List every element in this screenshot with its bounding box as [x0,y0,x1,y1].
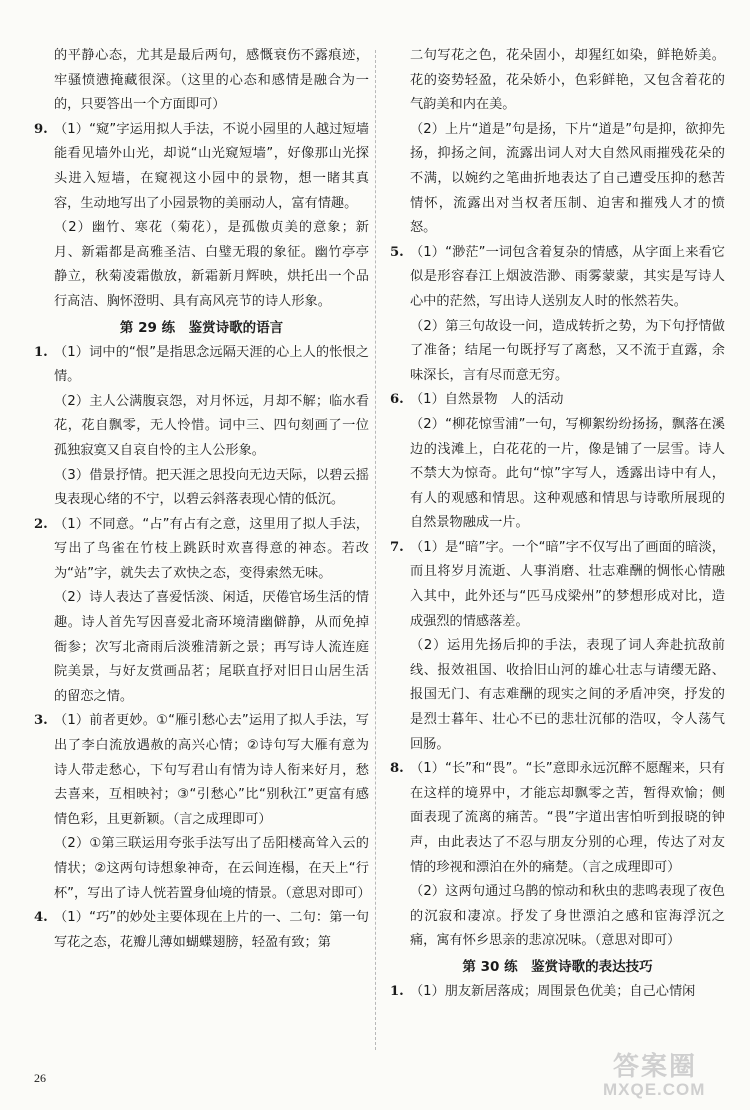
answer-item [34,341,369,390]
answer-item [390,536,725,634]
watermark-logo [595,1046,740,1102]
answer-text: （1）前者更妙。①“雁引愁心去”运用了拟人手法，写出了李白流放遇赦的高兴心情；②诗句写大雁有意为诗人带走愁心，下句写君山有情为诗人衔来好月，愁去喜来，互相映衬；③“引愁心”比“别秋江”更富有感情色彩，且更新颖。（言之成理即可） [54,713,369,827]
answer-subpart: （2）①第三联运用夸张手法写出了岳阳楼高耸入云的情状；②这两句诗想象神奇，在云间连榻，在天上“行杯”，写出了诗人恍若置身仙境的情景。（意思对即可） [54,836,371,901]
page-number: 26 [34,1071,46,1085]
item-number: 7. [390,539,404,555]
section-heading: 第 30 练 鉴赏诗歌的表达技巧 [462,958,653,975]
left-column [34,44,369,955]
answer-subpart: （2）这两句通过乌鹊的惊动和秋虫的悲鸣表现了夜色的沉寂和凄凉。抒发了身世漂泊之感和宦海浮沉之痛，寓有怀乡思亲的悲凉况味。（意思对即可） [410,884,725,949]
answer-text: （1）自然景物 人的活动 [410,392,564,408]
answer-subpart: （2）幽竹、寒花（菊花），是孤傲贞美的意象；新月、新霜都是高雅圣洁、白璧无瑕的象征。幽竹亭亭静立，秋菊凌霜傲放，新霜新月辉映，烘托出一个品行高洁、胸怀澄明、具有高风亮节的诗人形象。 [54,220,369,309]
answer-subpart: （3）借景抒情。把天涯之思投向无边天际，以碧云摇曳表现心绪的不宁，以碧云斜落表现心情的低沉。 [54,467,369,508]
answer-item [390,241,725,315]
continued-text: 二句写花之色，花朵固小，却猩红如染，鲜艳娇美。花的姿势轻盈，花朵娇小，色彩鲜艳，又包含着花的气韵美和内在美。 [410,48,725,113]
item-number: 3. [34,713,48,729]
item-number: 2. [34,516,48,532]
item-number: 6. [390,392,404,408]
answer-subpart: （2）上片“道是”句是扬，下片“道是”句是抑，欲抑先扬，抑扬之间，流露出词人对大自然风雨摧残花朵的不满，以婉约之笔曲折地表达了自己遭受压抑的愁苦情怀，流露出对当权者压制、迫害和摧残人才的愤怒。 [410,121,725,236]
answer-text: （1）“长”和“畏”。“长”意即永远沉醉不愿醒来，只有在这样的境界中，才能忘却飘零之苦，暂得欢愉；侧面表现了流离的痛苦。“畏”字道出害怕听到报晓的钟声，由此表达了不忍与朋友分别的心理，传达了对友情的珍视和漂泊在外的痛楚。（言之成理即可） [410,761,725,875]
answer-item [34,906,369,955]
answer-subpart: （2）“柳花惊雪浦”一句，写柳絮纷纷扬扬，飘落在溪边的浅滩上，白花花的一片，像是铺了一层雪。诗人不禁大为惊奇。此句“惊”字写人，透露出诗中有人，有人的观感和情思。这种观感和情思与诗歌所展现的自然景物融成一片。 [410,416,725,531]
answer-text: （1）朋友新居落成；周围景色优美；自己心情闲 [410,983,696,999]
answer-text: （1）是“暗”字。一个“暗”字不仅写出了画面的暗淡，而且将岁月流逝、人事消磨、壮志难酬的惆怅心情融入其中，此外还与“匹马戍梁州”的梦想形成对比，造成强烈的情感落差。 [410,539,725,629]
item-number: 5. [390,244,404,260]
answer-item [390,757,725,880]
answer-item [34,118,369,216]
answer-subpart: （2）主人公满腹哀怨，对月怀远，月却不解；临水看花，花自飘零，无人怜惜。词中三、四句刻画了一位孤独寂寞又自哀自怜的主人公形象。 [54,393,369,458]
watermark-text: 答案圈 [613,1051,698,1081]
answer-item [390,388,725,413]
item-number: 1. [34,344,48,360]
watermark-url: MXQE.COM [603,1080,706,1099]
item-number: 8. [390,761,404,777]
answer-text: （1）“渺茫”一词包含着复杂的情感，从字面上来看它似是形容春江上烟波浩渺、雨雾蒙蒙，其实是写诗人心中的茫然，写出诗人送别友人时的怅然若失。 [410,244,725,309]
continued-text: 的平静心态，尤其是最后两句，感慨衰伤不露痕迹，牢骚愤懑掩藏很深。（这里的心态和感情是融合为一的，只要答出一个方面即可） [54,48,369,113]
right-column [390,44,725,1005]
answer-subpart: （2）诗人表达了喜爱恬淡、闲适，厌倦官场生活的情趣。诗人首先写因喜爱北斋环境清幽僻静，从而免掉衙参；次写北斋雨后淡雅清新之景；再写诗人流连庭院美景，与好友赏画品茗；尾联直抒对旧日山居生活的留恋之情。 [54,590,369,704]
item-number: 9. [34,121,48,137]
answer-text: （1）“窥”字运用拟人手法，不说小园里的人越过短墙能看见墙外山光，却说“山光窥短墙”，好像那山光探头进入短墙，在窥视这小园中的景物，想一睹其真容，生动地写出了小园景物的美丽动人，富有情趣。 [54,121,369,211]
answer-subpart: （2）第三句故设一问，造成转折之势，为下句抒情做了准备；结尾一句既抒写了离愁，又不流于直露，余味深长，言有尽而意无穷。 [410,318,725,383]
answer-text: （1）词中的“恨”是指思念远隔天涯的心上人的怅恨之情。 [54,344,369,385]
item-number: 1. [390,983,404,999]
answer-text: （1）不同意。“占”有占有之意，这里用了拟人手法，写出了鸟雀在竹枝上跳跃时欢喜得意的神态。若改为“站”字，就失去了欢快之态，变得索然无味。 [54,516,369,581]
answer-item [390,980,725,1005]
column-divider [375,50,376,1050]
answer-text: （1）“巧”的妙处主要体现在上片的一、二句：第一句写花之态，花瓣儿薄如蝴蝶翅膀，轻盈有致；第 [54,910,369,950]
answer-item [34,709,369,832]
item-number: 4. [34,910,48,926]
answer-subpart: （2）运用先扬后抑的手法，表现了词人奔赴抗敌前线、报效祖国、收拾旧山河的雄心壮志与请缨无路、报国无门、有志难酬的现实之间的矛盾冲突，抒发的是烈士暮年、壮心不已的悲壮沉郁的浩叹，令人荡气回肠。 [410,638,725,752]
section-heading: 第 29 练 鉴赏诗歌的语言 [119,319,284,336]
answer-item [34,513,369,587]
